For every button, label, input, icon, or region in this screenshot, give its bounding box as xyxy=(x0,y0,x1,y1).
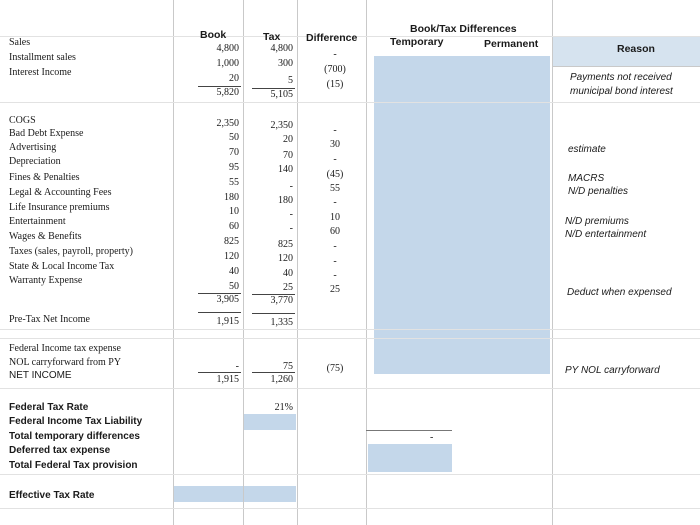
book-tax-differences-area[interactable] xyxy=(374,56,550,374)
expense-tax: 825 xyxy=(278,239,293,250)
federal-income-tax-liability-label: Federal Income Tax Liability xyxy=(9,416,143,427)
reason-nd-entertainment: N/D entertainment xyxy=(565,229,647,240)
reason-nd-premiums: N/D premiums xyxy=(565,216,629,227)
federal-tax-rate-label: Federal Tax Rate xyxy=(9,402,89,413)
expense-tax: 25 xyxy=(283,282,293,293)
book-tax-differences-header: Book/Tax Differences xyxy=(410,23,517,35)
installment-sales-tax: 300 xyxy=(278,58,293,69)
expense-tax: 40 xyxy=(283,268,293,279)
reason-deduct-when-expensed: Deduct when expensed xyxy=(567,287,672,298)
reason-macrs: MACRS xyxy=(568,173,605,184)
expense-label: Warranty Expense xyxy=(9,275,83,286)
expense-tax: - xyxy=(289,223,293,234)
expense-difference: 25 xyxy=(330,284,340,295)
interest-income-tax: 5 xyxy=(288,75,293,86)
expense-tax: 180 xyxy=(278,195,293,206)
reason-payments: Payments not received xyxy=(570,72,672,83)
expense-book: 10 xyxy=(229,206,239,217)
expense-difference: - xyxy=(333,197,337,208)
expense-book: 95 xyxy=(229,162,239,173)
expense-book: 50 xyxy=(229,132,239,143)
tax-column-header: Tax xyxy=(263,31,281,43)
expense-tax: 70 xyxy=(283,150,293,161)
interest-income-difference: (15) xyxy=(326,79,344,90)
pretax-net-income-book: 1,915 xyxy=(216,316,239,327)
installment-sales-difference: (700) xyxy=(324,64,346,75)
expense-tax: 120 xyxy=(278,253,293,264)
expense-label: State & Local Income Tax xyxy=(9,261,115,272)
expense-label: Depreciation xyxy=(9,156,61,167)
federal-income-tax-book: - xyxy=(235,361,239,372)
total-federal-tax-provision-label: Total Federal Tax provision xyxy=(9,460,138,471)
nol-carryforward-difference: (75) xyxy=(326,363,344,374)
sales-book: 4,800 xyxy=(216,43,239,54)
expense-label: Bad Debt Expense xyxy=(9,128,84,139)
expense-label: Wages & Benefits xyxy=(9,231,82,242)
expense-book: 50 xyxy=(229,281,239,292)
expense-difference: - xyxy=(333,241,337,252)
sales-label: Sales xyxy=(9,37,31,48)
interest-income-label: Interest Income xyxy=(9,67,72,78)
federal-tax-rate-value: 21% xyxy=(274,402,293,413)
reason-py-nol: PY NOL carryforward xyxy=(565,365,660,376)
expense-label: Taxes (sales, payroll, property) xyxy=(9,246,133,257)
revenue-total-tax: 5,105 xyxy=(270,89,293,100)
revenue-total-book: 5,820 xyxy=(216,87,239,98)
reason-municipal: municipal bond interest xyxy=(570,86,673,97)
net-income-tax: 1,260 xyxy=(270,374,293,385)
interest-income-book: 20 xyxy=(229,73,239,84)
expense-total-tax: 3,770 xyxy=(270,295,293,306)
sales-tax: 4,800 xyxy=(270,43,293,54)
installment-sales-book: 1,000 xyxy=(216,58,239,69)
expense-label: Legal & Accounting Fees xyxy=(9,187,112,198)
expense-label: Fines & Penalties xyxy=(9,172,80,183)
net-income-book: 1,915 xyxy=(216,374,239,385)
expense-tax: 20 xyxy=(283,134,293,145)
installment-sales-label: Installment sales xyxy=(9,52,76,63)
sales-difference: - xyxy=(333,49,337,60)
expense-book: 180 xyxy=(224,192,239,203)
expense-label: COGS xyxy=(9,115,36,126)
reason-estimate: estimate xyxy=(568,144,606,155)
expense-book: 70 xyxy=(229,147,239,158)
expense-tax: 140 xyxy=(278,164,293,175)
effective-tax-rate-input[interactable] xyxy=(174,486,296,502)
expense-difference: 10 xyxy=(330,212,340,223)
expense-difference: - xyxy=(333,125,337,136)
expense-difference: - xyxy=(333,256,337,267)
expense-tax: 2,350 xyxy=(270,120,293,131)
expense-book: 2,350 xyxy=(216,118,239,129)
pretax-net-income-tax: 1,335 xyxy=(270,317,293,328)
expense-difference: - xyxy=(333,154,337,165)
total-temporary-differences-label: Total temporary differences xyxy=(9,431,140,442)
expense-book: 120 xyxy=(224,251,239,262)
effective-tax-rate-label: Effective Tax Rate xyxy=(9,490,95,501)
net-income-label: NET INCOME xyxy=(9,370,72,381)
expense-book: 40 xyxy=(229,266,239,277)
permanent-header: Permanent xyxy=(484,38,539,50)
reason-header: Reason xyxy=(617,43,655,55)
expense-tax: - xyxy=(289,181,293,192)
expense-label: Life Insurance premiums xyxy=(9,202,110,213)
expense-label: Entertainment xyxy=(9,216,66,227)
federal-income-tax-expense-label: Federal Income tax expense xyxy=(9,343,121,354)
book-column-header: Book xyxy=(200,29,227,41)
expense-book: 55 xyxy=(229,177,239,188)
expense-difference: 30 xyxy=(330,139,340,150)
difference-column-header: Difference xyxy=(306,32,358,44)
nol-carryforward-tax: 75 xyxy=(283,361,293,372)
expense-total-book: 3,905 xyxy=(216,294,239,305)
federal-tax-liability-input[interactable] xyxy=(244,414,296,430)
temporary-header: Temporary xyxy=(390,36,444,48)
expense-difference: 55 xyxy=(330,183,340,194)
expense-difference: - xyxy=(333,270,337,281)
expense-difference: 60 xyxy=(330,226,340,237)
expense-tax: - xyxy=(289,209,293,220)
nol-carryforward-label: NOL carryforward from PY xyxy=(9,357,122,368)
deferred-tax-expense-input[interactable] xyxy=(368,444,452,472)
pretax-net-income-label: Pre-Tax Net Income xyxy=(9,314,90,325)
expense-book: 60 xyxy=(229,221,239,232)
expense-difference: (45) xyxy=(326,169,344,180)
deferred-tax-dash: - xyxy=(430,432,434,443)
deferred-tax-expense-label: Deferred tax expense xyxy=(9,445,111,456)
expense-book: 825 xyxy=(224,236,239,247)
expense-label: Advertising xyxy=(9,142,57,153)
reason-nd-penalties: N/D penalties xyxy=(568,186,629,197)
